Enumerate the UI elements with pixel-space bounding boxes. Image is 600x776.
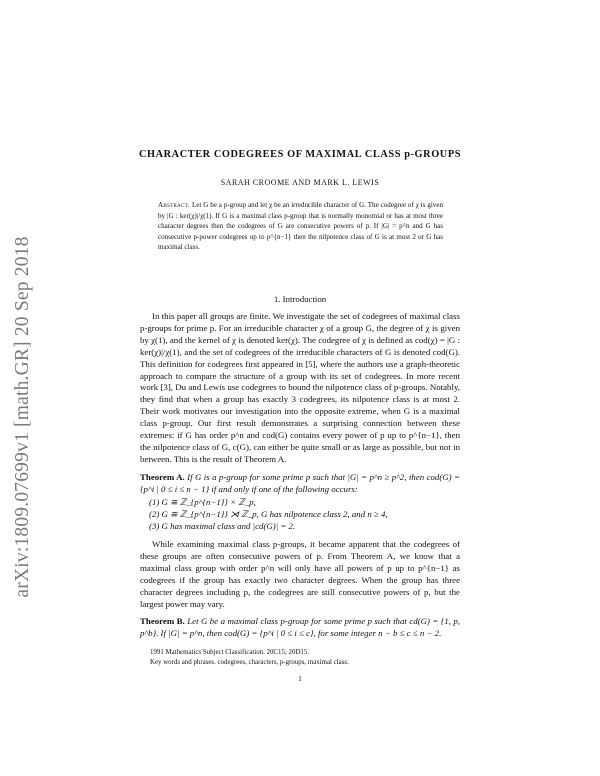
footnote-msc: 1991 Mathematics Subject Classification. 20C15; 20D15.	[150, 649, 310, 656]
theorem-a-item-3: (3) G has maximal class and |cd(G)| = 2.	[149, 520, 296, 531]
abstract-text: Let G be a p-group and let χ be an irreducible character of G. The codegree of χ is given by |G : ker(χ)|/χ(1). If G is a maximal class p-group that is normally monomial or has at most three character degrees then the codegrees of G are consecutive powers of p. If |G| = p^n and G has consecutive p-power codegrees up to p^{n−1} then the nilpotence class of G is at most 2 or G has maximal class.	[158, 201, 443, 252]
theorem-a-statement: If G is a p-group for some prime p such that |G| = p^n ≥ p^2, then cod(G) = {p^i | 0 ≤ i ≤ n − 1} if and only if one of the following occurs:	[140, 472, 461, 494]
theorem-a-item-1: (1) G ≅ ℤ_{p^{n−1}} × ℤ_p,	[149, 496, 256, 507]
abstract	[158, 200, 443, 253]
paper-title: CHARACTER CODEGREES OF MAXIMAL CLASS p-GROUPS	[138, 149, 462, 160]
theorem-b-statement: Let G be a maximal class p-group for some prime p such that cd(G) = {1, p, p^b}. If |G| = p^n, then cod(G) = {p^i | 0 ≤ i ≤ c}, for some integer n − b ≤ c ≤ n − 2.	[140, 616, 460, 638]
theorem-b-label: Theorem B.	[140, 616, 185, 626]
theorem-b	[140, 616, 460, 640]
paragraph-2: While examining maximal class p-groups, it became apparent that the codegrees of these groups are often consecutive powers of p. From Theorem A, we know that a maximal class group with order p^n will only have all powers of p up to p^{n−1} as codegrees if the group has exactly two character degrees. When the group has three character degrees including p, the codegrees are still consecutive powers of p, but the largest power may vary.	[140, 539, 460, 609]
arxiv-sidebar	[10, 172, 36, 662]
theorem-a-item-2: (2) G ≅ ℤ_{p^{n−1}} ⋊ ℤ_p, G has nilpotence class 2, and n ≥ 4,	[149, 508, 388, 519]
theorem-a-label: Theorem A.	[140, 472, 185, 482]
arxiv-identifier: arXiv:1809.07699v1 [math.GR] 20 Sep 2018	[12, 236, 33, 598]
abstract-label: Abstract.	[158, 201, 191, 209]
page-number: 1	[298, 674, 302, 683]
footnote-keywords: Key words and phrases. codegrees, characters, p-groups, maximal class.	[150, 659, 349, 666]
section-heading: 1. Introduction	[273, 294, 327, 304]
intro-paragraph: In this paper all groups are finite. We investigate the set of codegrees of maximal class p-groups for prime p. For an irreducible character χ of a group G, the degree of χ is given by χ(1), and the kernel of χ is denoted ker(χ). The codegree of χ is defined as cod(χ) = |G : ker(χ)|/χ(1), and the set of codegrees of the irreducible characters of G is denoted cod(G). This definition for codegrees first appeared in [5], where the authors use a graph-theoretic approach to compare the structure of a group with its set of codegrees. In more recent work [3], Du and Lewis use codegrees to bound the nilpotence class of p-groups. Notably, they find that when a group has exactly 3 codegrees, its nilpotence class is at most 2. Their work motivates our investigation into the opposite extreme, when G is a maximal class p-group. Our first result demonstrates a surprising connection between these extremes: if G has order p^n and cod(G) contains every power of p up to p^{n−1}, then the nilpotence class of G, c(G), can either be quite small or as large as possible, but not in between. This is the result of Theorem A.	[140, 311, 460, 464]
paper-authors: SARAH CROOME AND MARK L. LEWIS	[220, 178, 380, 187]
theorem-a	[140, 472, 460, 533]
theorem-a-conditions	[140, 497, 460, 533]
